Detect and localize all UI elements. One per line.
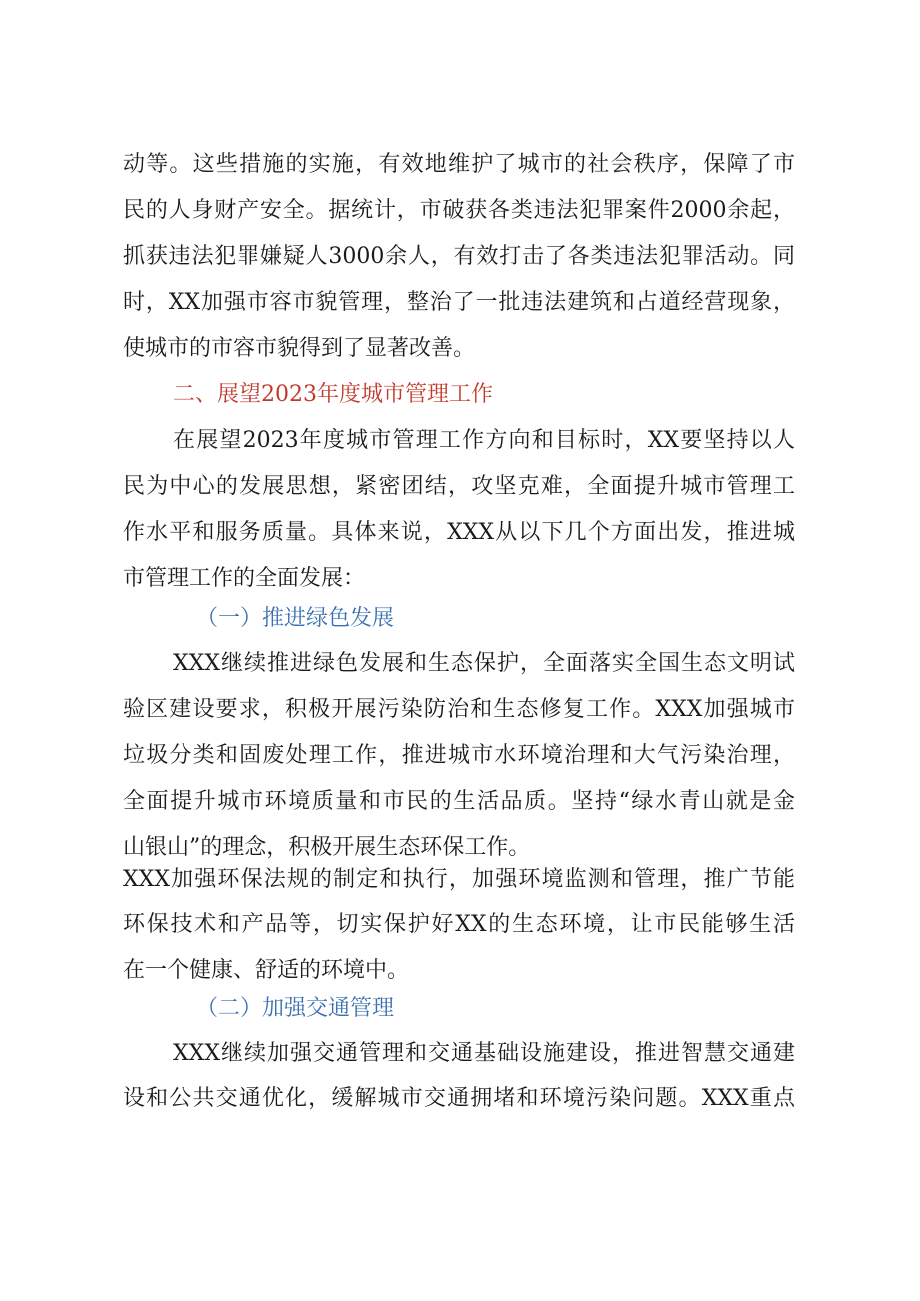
paragraph-line: 市管理工作的全面发展： — [123, 566, 366, 591]
paragraph-line: 使城市的市容市貌得到了显著改善。 — [123, 336, 476, 361]
paragraph-line: 时，XX加强市容市貌管理，整治了一批违法建筑和占道经营现象， — [123, 290, 795, 315]
paragraph-line: 民的人身财产安全。据统计，市破获各类违法犯罪案件2000余起， — [123, 198, 795, 223]
paragraph-line: 作水平和服务质量。具体来说，XXX从以下几个方面出发，推进城 — [123, 520, 795, 545]
paragraph-line: 环保技术和产品等，切实保护好XX的生态环境，让市民能够生活 — [123, 912, 795, 937]
paragraph-line: 验区建设要求，积极开展污染防治和生态修复工作。XXX加强城市 — [123, 697, 795, 722]
paragraph-line: 山银山”的理念，积极开展生态环保工作。 — [123, 835, 531, 860]
paragraph-line: 动等。这些措施的实施，有效地维护了城市的社会秩序，保障了市 — [123, 152, 795, 177]
paragraph-line: XXX加强环保法规的制定和执行，加强环境监测和管理，推广节能 — [123, 867, 795, 892]
paragraph-line: 设和公共交通优化，缓解城市交通拥堵和环境污染问题。XXX重点 — [123, 1086, 795, 1111]
paragraph-line: XXX继续加强交通管理和交通基础设施建设，推进智慧交通建 — [173, 1041, 795, 1066]
paragraph-line: 全面提升城市环境质量和市民的生活品质。坚持“绿水青山就是金 — [123, 789, 795, 814]
subsection-heading: （二）加强交通管理 — [196, 996, 395, 1021]
paragraph-line: XXX继续推进绿色发展和生态保护，全面落实全国生态文明试 — [173, 651, 795, 676]
paragraph-line: 抓获违法犯罪嫌疑人3000余人，有效打击了各类违法犯罪活动。同 — [123, 244, 795, 269]
section-heading: 二、展望2023年度城市管理工作 — [173, 382, 493, 407]
paragraph-line: 垃圾分类和固废处理工作，推进城市水环境治理和大气污染治理， — [123, 743, 795, 768]
paragraph-line: 民为中心的发展思想，紧密团结，攻坚克难，全面提升城市管理工 — [123, 474, 795, 499]
paragraph-line: 在一个健康、舒适的环境中。 — [123, 958, 410, 983]
paragraph-line: 在展望2023年度城市管理工作方向和目标时，XX要坚持以人 — [173, 428, 795, 453]
subsection-heading: （一）推进绿色发展 — [196, 606, 395, 631]
